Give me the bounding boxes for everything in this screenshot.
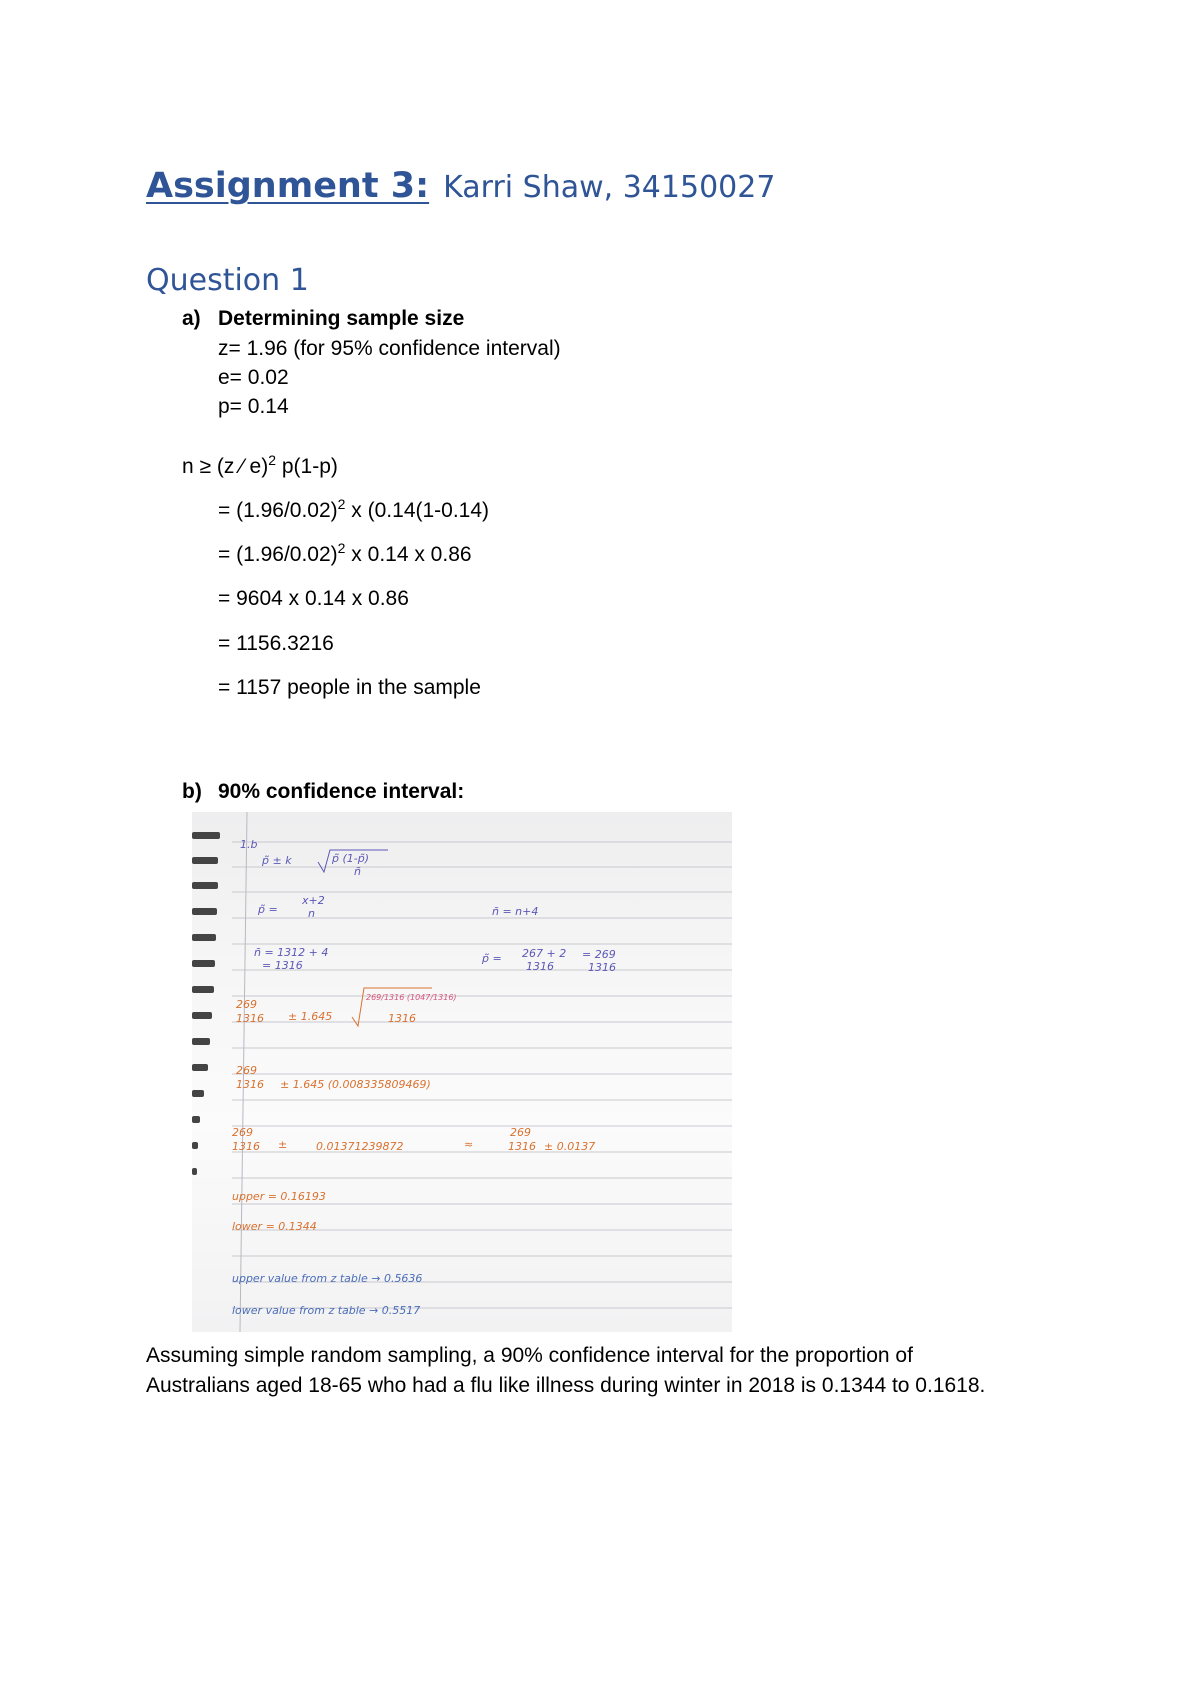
part-a-label: a) [182,307,201,330]
hw-text: ñ = n+4 [492,905,539,918]
hw-text: ± 1.645 (0.008335809469) [280,1078,431,1091]
hw-text: = 269 [582,948,616,961]
handwritten-notes-photo [192,812,732,1332]
hw-text: ≈ [464,1138,474,1151]
part-b-title [182,777,464,806]
conclusion-line-2: Australians aged 18-65 who had a flu like illness during winter in 2018 is 0.1344 to 0.1618. [146,1374,986,1397]
question-heading: Question 1 [146,263,309,298]
hw-text: 269 [510,1126,531,1139]
hw-text: lower value from z table → 0.5517 [232,1304,421,1317]
hw-text: x+2 [302,894,325,907]
calc-result: = 1157 people in the sample [218,676,481,699]
calc-step-pre: = (1.96/0.02) [218,499,338,522]
formula-prefix: n ≥ (z ⁄ e) [182,455,269,478]
hw-text: 269/1316 (1047/1316) [366,993,457,1002]
calc-step-post: x (0.14(1-0.14) [345,499,490,522]
part-b-label: b) [182,780,202,803]
hw-text: 1316 [388,1012,416,1025]
hw-text: ñ = 1312 + 4 [254,946,329,959]
hw-text: p̃ = [258,903,278,916]
hw-text: 1316 [508,1140,536,1153]
part-a-heading: Determining sample size [218,307,465,330]
calc-step-pre: = (1.96/0.02) [218,543,338,566]
calc-step-sup: 2 [337,496,346,512]
hw-text: n [308,907,315,920]
hw-text: = 1316 [262,959,303,972]
hw-text: 269 [232,1126,253,1139]
spiral-binding [192,832,220,1175]
hw-text: p̃ (1-p̃) [332,852,370,865]
hw-text: 1.b [240,838,258,851]
conclusion-line-1: Assuming simple random sampling, a 90% confidence interval for the proportion of [146,1344,913,1367]
hw-text: upper = 0.16193 [232,1190,326,1203]
hw-text: 1316 [588,961,616,974]
hw-text: upper value from z table → 0.5636 [232,1272,423,1285]
document-title [146,166,775,206]
hw-text: lower = 0.1344 [232,1220,317,1233]
hw-text: 1316 [232,1140,260,1153]
hw-text: ± 0.0137 [544,1140,596,1153]
part-b-heading: 90% confidence interval: [218,780,465,803]
hw-text: 269 [236,1064,257,1077]
given-p: p= 0.14 [218,395,289,418]
given-z: z= 1.96 (for 95% confidence interval) [218,337,561,360]
given-e: e= 0.02 [218,366,289,389]
hw-text: 1316 [236,1078,264,1091]
hw-text: 0.01371239872 [316,1140,404,1153]
calc-step [218,496,489,525]
calc-step [218,540,472,569]
notebook-page [192,812,732,1332]
hw-text: ± [278,1138,288,1151]
assignment-title: Assignment 3: [146,166,430,206]
author-line: Karri Shaw, 34150027 [443,170,776,205]
hw-text: 269 [236,998,257,1011]
hw-text: ñ [354,865,361,878]
sample-size-formula [182,452,338,481]
hw-text: 267 + 2 [522,947,567,960]
formula-suffix: p(1-p) [276,455,338,478]
formula-exponent: 2 [268,452,277,468]
hw-text: 1316 [236,1012,264,1025]
hw-text: p̃ = [482,952,502,965]
calc-step: = 9604 x 0.14 x 0.86 [218,587,409,610]
ruled-lines [232,842,732,1308]
hw-text: p̃ ± k [262,854,292,867]
calc-step-post: x 0.14 x 0.86 [345,543,472,566]
calc-step-sup: 2 [337,540,346,556]
calc-step: = 1156.3216 [218,632,334,655]
hw-text: ± 1.645 [288,1010,333,1023]
part-a-title [182,304,464,333]
hw-text: 1316 [526,960,554,973]
